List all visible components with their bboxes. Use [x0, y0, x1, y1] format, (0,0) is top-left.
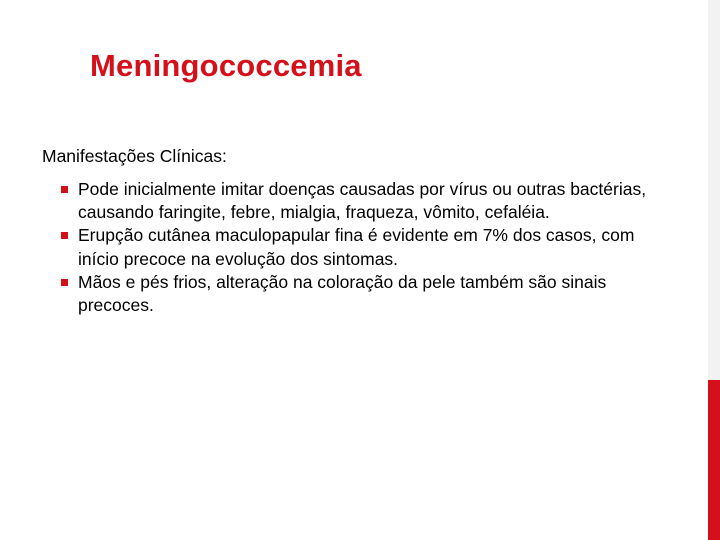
decorative-side-bar	[708, 0, 720, 540]
decorative-accent-bar	[708, 380, 720, 540]
square-bullet-icon	[61, 279, 68, 286]
bullet-item	[60, 271, 650, 317]
bullet-item	[60, 224, 650, 270]
bullet-text: Erupção cutânea maculopapular fina é evidente em 7% dos casos, com início precoce na evolução dos sintomas.	[78, 225, 635, 269]
bullet-text: Mãos e pés frios, alteração na coloração da pele também são sinais precoces.	[78, 271, 607, 316]
bullet-item	[60, 178, 650, 224]
square-bullet-icon	[61, 186, 68, 193]
square-bullet-icon	[61, 232, 68, 239]
section-heading: Manifestações Clínicas:	[42, 146, 227, 166]
bullet-text: Pode inicialmente imitar doenças causadas por vírus ou outras bactérias, causando faringite, febre, mialgia, fraqueza, vômito, cefaléia.	[78, 179, 647, 223]
slide-title: Meningococcemia	[90, 48, 362, 83]
bullet-list	[60, 178, 650, 317]
